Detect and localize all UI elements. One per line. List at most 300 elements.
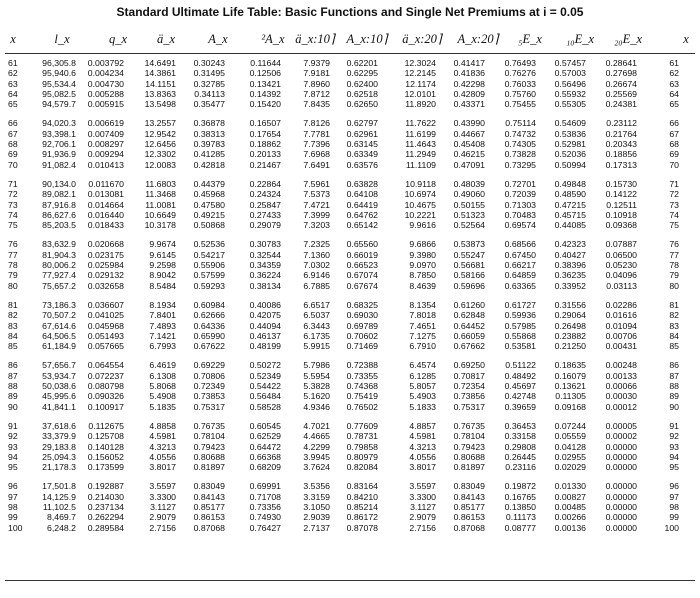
cell-age-right: 91 — [669, 420, 679, 431]
cell-ax-10-due: 5.9915 — [303, 341, 330, 352]
cell-10Ex: 0.36235 — [554, 270, 586, 281]
cell-age: 82 — [8, 310, 18, 321]
cell-ax-10-due: 7.6968 — [303, 149, 330, 160]
cell-5Ex: 0.08777 — [504, 522, 536, 533]
cell-age-right: 63 — [669, 78, 679, 89]
table-row — [0, 481, 700, 491]
cell-20Ex: 0.27698 — [605, 68, 637, 79]
cell-Ax-10: 0.62961 — [346, 128, 378, 139]
cell-lx: 67,614.6 — [42, 320, 76, 331]
cell-Ax: 0.64336 — [193, 320, 225, 331]
cell-10Ex: 0.00266 — [554, 512, 586, 523]
cell-Ax-10: 0.80979 — [346, 451, 378, 462]
cell-age-right: 77 — [669, 249, 679, 260]
cell-Ax-20: 0.59696 — [453, 280, 485, 291]
cell-Ax-10: 0.66019 — [346, 249, 378, 260]
cell-lx: 61,184.9 — [42, 341, 76, 352]
cell-age-right: 73 — [669, 199, 679, 210]
cell-ax-due: 13.2557 — [144, 118, 176, 129]
cell-10Ex: 0.21250 — [554, 341, 586, 352]
cell-lx: 33,379.9 — [42, 431, 76, 442]
cell-Ax: 0.32785 — [193, 78, 225, 89]
cell-20Ex: 0.00000 — [605, 462, 637, 473]
cell-5Ex: 0.42748 — [504, 391, 536, 402]
cell-ax-20-due: 5.1833 — [409, 401, 436, 412]
cell-age-right: 87 — [669, 370, 679, 381]
table-row — [0, 321, 700, 331]
cell-ax-10-due: 7.7781 — [303, 128, 330, 139]
cell-2Ax: 0.21467 — [249, 159, 281, 170]
cell-5Ex: 0.67450 — [504, 249, 536, 260]
cell-5Ex: 0.13850 — [504, 501, 536, 512]
cell-Ax: 0.59293 — [193, 280, 225, 291]
table-row — [0, 118, 700, 128]
cell-2Ax: 0.12506 — [249, 68, 281, 79]
row-group — [0, 360, 700, 411]
table-row — [0, 512, 700, 522]
cell-5Ex: 0.73295 — [504, 159, 536, 170]
cell-2Ax: 0.60545 — [249, 420, 281, 431]
cell-age: 87 — [8, 370, 18, 381]
cell-ax-10-due: 5.5954 — [303, 370, 330, 381]
cell-2Ax: 0.56484 — [249, 391, 281, 402]
cell-10Ex: 0.13621 — [554, 381, 586, 392]
cell-age-right: 83 — [669, 320, 679, 331]
cell-qx: 0.013081 — [87, 189, 124, 200]
cell-Ax-10: 0.64419 — [346, 199, 378, 210]
cell-20Ex: 0.26674 — [605, 78, 637, 89]
cell-10Ex: 0.29064 — [554, 310, 586, 321]
cell-age-right: 76 — [669, 239, 679, 250]
cell-ax-due: 9.9674 — [149, 239, 176, 250]
cell-age: 61 — [8, 58, 18, 68]
cell-lx: 95,082.5 — [42, 88, 76, 99]
cell-Ax-20: 0.81897 — [453, 462, 485, 473]
cell-ax-20-due: 7.1275 — [409, 330, 436, 341]
column-header-ax-due: ä_x — [156, 32, 176, 46]
cell-Ax: 0.78104 — [193, 431, 225, 442]
cell-lx: 86,627.6 — [42, 209, 76, 220]
cell-age: 85 — [8, 341, 18, 352]
cell-ax-due: 11.0081 — [145, 199, 176, 210]
cell-age: 62 — [8, 68, 18, 79]
cell-5Ex: 0.29808 — [504, 441, 536, 452]
cell-age: 88 — [8, 381, 18, 392]
table-row — [0, 421, 700, 431]
cell-ax-20-due: 9.3980 — [409, 249, 436, 260]
cell-Ax: 0.79423 — [193, 441, 225, 452]
cell-age: 80 — [8, 280, 18, 291]
cell-10Ex: 0.52036 — [554, 149, 586, 160]
cell-20Ex: 0.14122 — [605, 189, 637, 200]
cell-Ax-10: 0.66523 — [346, 260, 378, 271]
cell-5Ex: 0.51122 — [505, 360, 536, 371]
column-header-qx: q_x — [108, 32, 128, 46]
cell-10Ex: 0.47215 — [554, 199, 586, 210]
cell-ax-20-due: 4.8857 — [409, 420, 436, 431]
cell-ax-20-due: 3.8017 — [409, 462, 436, 473]
cell-ax-due: 5.1835 — [149, 401, 176, 412]
cell-ax-due: 4.8858 — [149, 420, 176, 431]
cell-ax-20-due: 2.9079 — [409, 512, 436, 523]
cell-5Ex: 0.39659 — [504, 401, 536, 412]
cell-Ax: 0.41285 — [193, 149, 225, 160]
cell-20Ex: 0.00000 — [605, 441, 637, 452]
cell-age: 70 — [8, 159, 18, 170]
column-header-10Ex: ₁₀E_x — [565, 32, 595, 46]
cell-20Ex: 0.00000 — [605, 512, 637, 523]
cell-Ax: 0.85177 — [193, 501, 225, 512]
cell-ax-10-due: 7.0302 — [303, 260, 330, 271]
cell-20Ex: 0.03113 — [606, 280, 637, 291]
cell-ax-20-due: 10.2221 — [404, 209, 436, 220]
cell-10Ex: 0.52981 — [554, 139, 586, 150]
row-group — [0, 58, 700, 109]
cell-age-right: 75 — [669, 220, 679, 231]
cell-age-right: 69 — [669, 149, 679, 160]
cell-qx: 0.011670 — [88, 178, 124, 189]
cell-age-right: 96 — [669, 481, 679, 492]
life-table — [0, 58, 700, 542]
cell-age: 86 — [8, 360, 18, 371]
cell-ax-10-due: 7.3999 — [303, 209, 330, 220]
cell-Ax: 0.70806 — [193, 370, 225, 381]
cell-Ax-10: 0.68325 — [346, 299, 378, 310]
cell-Ax-10: 0.62650 — [346, 99, 378, 110]
cell-ax-due: 12.6456 — [144, 139, 176, 150]
cell-20Ex: 0.00000 — [605, 491, 637, 502]
cell-lx: 94,020.3 — [42, 118, 76, 129]
cell-lx: 45,995.6 — [42, 391, 76, 402]
cell-age-right: 93 — [669, 441, 679, 452]
cell-age: 66 — [8, 118, 18, 129]
cell-5Ex: 0.26445 — [504, 451, 536, 462]
cell-20Ex: 0.05230 — [605, 260, 637, 271]
cell-qx: 0.051493 — [87, 330, 124, 341]
cell-ax-due: 6.1308 — [149, 370, 176, 381]
cell-lx: 75,657.2 — [42, 280, 76, 291]
cell-10Ex: 0.00136 — [554, 522, 586, 533]
cell-ax-20-due: 9.0970 — [409, 260, 436, 271]
cell-10Ex: 0.33952 — [554, 280, 586, 291]
cell-age-right: 99 — [669, 512, 679, 523]
cell-ax-10-due: 6.6517 — [303, 299, 330, 310]
cell-ax-due: 8.9042 — [149, 270, 176, 281]
cell-age-right: 62 — [669, 68, 679, 79]
cell-Ax-20: 0.47091 — [453, 159, 485, 170]
cell-ax-due: 7.4893 — [149, 320, 176, 331]
cell-20Ex: 0.09368 — [605, 220, 637, 231]
cell-qx: 0.008297 — [87, 139, 124, 150]
cell-age: 76 — [8, 239, 18, 250]
cell-2Ax: 0.27433 — [249, 209, 281, 220]
cell-2Ax: 0.38134 — [249, 280, 281, 291]
cell-Ax-20: 0.52564 — [453, 220, 485, 231]
cell-2Ax: 0.30783 — [249, 239, 281, 250]
cell-qx: 0.036607 — [87, 299, 124, 310]
cell-ax-10-due: 6.1735 — [303, 330, 330, 341]
cell-5Ex: 0.48492 — [504, 370, 536, 381]
cell-20Ex: 0.00000 — [605, 522, 637, 533]
cell-20Ex: 0.00012 — [605, 401, 637, 412]
cell-Ax: 0.44379 — [193, 178, 225, 189]
cell-Ax: 0.80688 — [193, 451, 225, 462]
table-row — [0, 452, 700, 462]
cell-qx: 0.125708 — [87, 431, 124, 442]
cell-lx: 83,632.9 — [42, 239, 76, 250]
cell-Ax: 0.42818 — [193, 159, 225, 170]
cell-Ax: 0.84143 — [193, 491, 225, 502]
table-row — [0, 381, 700, 391]
cell-lx: 11,102.5 — [42, 501, 76, 512]
cell-ax-due: 13.5498 — [144, 99, 176, 110]
cell-ax-due: 2.9079 — [149, 512, 176, 523]
table-row — [0, 523, 700, 533]
cell-5Ex: 0.76493 — [504, 58, 536, 68]
cell-ax-due: 14.3861 — [144, 68, 176, 79]
cell-Ax: 0.87068 — [193, 522, 225, 533]
cell-qx: 0.064554 — [87, 360, 124, 371]
cell-Ax-10: 0.65142 — [346, 220, 378, 231]
cell-20Ex: 0.00030 — [605, 391, 637, 402]
cell-qx: 0.020668 — [87, 239, 124, 250]
cell-10Ex: 0.18635 — [554, 360, 586, 371]
row-group — [0, 300, 700, 351]
cell-ax-due: 4.0556 — [149, 451, 176, 462]
cell-lx: 89,082.1 — [42, 189, 76, 200]
cell-ax-20-due: 8.1354 — [409, 299, 436, 310]
cell-5Ex: 0.75760 — [504, 88, 536, 99]
cell-20Ex: 0.00066 — [605, 381, 637, 392]
cell-Ax-10: 0.82084 — [346, 462, 378, 473]
cell-5Ex: 0.23116 — [505, 462, 536, 473]
cell-Ax: 0.60984 — [193, 299, 225, 310]
table-row — [0, 68, 700, 78]
header-divider — [5, 53, 695, 54]
cell-qx: 0.140128 — [87, 441, 124, 452]
table-bottom-divider — [5, 580, 695, 581]
cell-lx: 37,618.6 — [42, 420, 76, 431]
table-header-row — [0, 25, 700, 53]
cell-ax-10-due: 6.5037 — [303, 310, 330, 321]
cell-ax-due: 5.8068 — [149, 381, 176, 392]
cell-20Ex: 0.25569 — [605, 88, 637, 99]
cell-5Ex: 0.64859 — [504, 270, 536, 281]
cell-ax-20-due: 11.6199 — [405, 128, 436, 139]
row-group — [0, 421, 700, 472]
cell-ax-10-due: 5.3828 — [303, 381, 330, 392]
cell-ax-10-due: 2.9039 — [303, 512, 330, 523]
cell-age: 94 — [8, 451, 18, 462]
cell-5Ex: 0.74732 — [504, 128, 536, 139]
table-row — [0, 58, 700, 68]
cell-2Ax: 0.69991 — [249, 481, 281, 492]
cell-Ax-10: 0.64108 — [346, 189, 378, 200]
cell-5Ex: 0.59936 — [504, 310, 536, 321]
cell-ax-10-due: 7.5373 — [303, 189, 330, 200]
cell-Ax: 0.50868 — [193, 220, 225, 231]
cell-ax-20-due: 12.3024 — [404, 58, 436, 68]
cell-Ax-10: 0.85214 — [346, 501, 378, 512]
cell-Ax-10: 0.62400 — [346, 78, 378, 89]
cell-10Ex: 0.26498 — [554, 320, 586, 331]
cell-age-right: 100 — [664, 522, 679, 533]
row-group — [0, 481, 700, 532]
cell-age: 83 — [8, 320, 18, 331]
cell-10Ex: 0.09168 — [554, 401, 586, 412]
cell-20Ex: 0.00005 — [605, 420, 637, 431]
cell-Ax: 0.72349 — [193, 381, 225, 392]
table-row — [0, 300, 700, 310]
table-row — [0, 310, 700, 320]
cell-ax-due: 6.7993 — [149, 341, 176, 352]
cell-lx: 87,916.8 — [42, 199, 76, 210]
cell-Ax: 0.30243 — [193, 58, 225, 68]
cell-lx: 80,006.2 — [42, 260, 76, 271]
cell-20Ex: 0.00000 — [605, 451, 637, 462]
cell-Ax-20: 0.51323 — [453, 209, 485, 220]
cell-5Ex: 0.66217 — [504, 260, 536, 271]
cell-Ax-20: 0.48039 — [453, 178, 485, 189]
cell-2Ax: 0.17654 — [249, 128, 281, 139]
cell-lx: 17,501.8 — [42, 481, 76, 492]
row-group — [0, 239, 700, 290]
cell-ax-20-due: 12.1174 — [405, 78, 436, 89]
cell-5Ex: 0.72039 — [504, 189, 536, 200]
cell-Ax-20: 0.72354 — [453, 381, 485, 392]
cell-Ax: 0.86153 — [193, 512, 225, 523]
cell-lx: 41,841.1 — [42, 401, 76, 412]
cell-ax-20-due: 10.4675 — [404, 199, 436, 210]
cell-age: 65 — [8, 99, 18, 110]
cell-10Ex: 0.40427 — [554, 249, 586, 260]
cell-Ax-10: 0.65560 — [346, 239, 378, 250]
cell-ax-10-due: 3.5356 — [303, 481, 330, 492]
cell-qx: 0.018433 — [87, 220, 124, 231]
cell-Ax-10: 0.83164 — [346, 481, 378, 492]
table-row — [0, 160, 700, 170]
cell-5Ex: 0.68566 — [504, 239, 536, 250]
cell-age: 99 — [8, 512, 18, 523]
cell-2Ax: 0.25847 — [249, 199, 281, 210]
cell-10Ex: 0.55305 — [554, 99, 586, 110]
cell-5Ex: 0.75455 — [504, 99, 536, 110]
column-header-ax-20-due: ä_x:20⌉ — [402, 32, 442, 46]
cell-10Ex: 0.31556 — [554, 299, 586, 310]
cell-ax-due: 11.6803 — [145, 178, 176, 189]
cell-ax-10-due: 2.7137 — [303, 522, 330, 533]
cell-lx: 70,507.2 — [42, 310, 76, 321]
cell-ax-due: 2.7156 — [149, 522, 176, 533]
cell-10Ex: 0.23882 — [554, 330, 586, 341]
cell-Ax: 0.55906 — [193, 260, 225, 271]
cell-5Ex: 0.36453 — [504, 420, 536, 431]
cell-ax-10-due: 3.7624 — [303, 462, 330, 473]
cell-2Ax: 0.15420 — [249, 99, 281, 110]
table-row — [0, 391, 700, 401]
cell-10Ex: 0.48590 — [554, 189, 586, 200]
cell-age: 93 — [8, 441, 18, 452]
cell-2Ax: 0.40086 — [249, 299, 281, 310]
cell-age-right: 86 — [669, 360, 679, 371]
page-title: Standard Ultimate Life Table: Basic Functions and Single Net Premiums at i = 0.05 — [116, 5, 584, 19]
cell-Ax-20: 0.84143 — [453, 491, 485, 502]
cell-2Ax: 0.36224 — [249, 270, 281, 281]
cell-age-right: 98 — [669, 501, 679, 512]
cell-2Ax: 0.29079 — [249, 220, 281, 231]
cell-Ax-10: 0.63828 — [346, 178, 378, 189]
table-row — [0, 341, 700, 351]
table-row — [0, 79, 700, 89]
cell-age-right: 82 — [669, 310, 679, 321]
cell-10Ex: 0.16079 — [554, 370, 586, 381]
cell-qx: 0.173599 — [87, 462, 124, 473]
cell-Ax-20: 0.62848 — [453, 310, 485, 321]
cell-Ax-20: 0.43371 — [453, 99, 485, 110]
cell-10Ex: 0.57003 — [554, 68, 586, 79]
cell-ax-due: 14.1151 — [145, 78, 176, 89]
cell-lx: 57,656.7 — [42, 360, 76, 371]
cell-10Ex: 0.00485 — [554, 501, 586, 512]
cell-qx: 0.032658 — [87, 280, 124, 291]
cell-qx: 0.023175 — [87, 249, 124, 260]
cell-age-right: 94 — [669, 451, 679, 462]
cell-20Ex: 0.00002 — [605, 431, 637, 442]
cell-Ax-10: 0.72388 — [346, 360, 378, 371]
cell-ax-20-due: 11.4643 — [405, 139, 436, 150]
cell-Ax-20: 0.45408 — [453, 139, 485, 150]
cell-Ax-10: 0.62797 — [346, 118, 378, 129]
row-group — [0, 118, 700, 169]
cell-age: 78 — [8, 260, 18, 271]
cell-Ax-10: 0.75419 — [346, 391, 378, 402]
cell-ax-20-due: 12.0101 — [404, 88, 436, 99]
table-row — [0, 281, 700, 291]
cell-Ax-20: 0.50155 — [453, 199, 485, 210]
cell-Ax: 0.54217 — [193, 249, 225, 260]
cell-2Ax: 0.42075 — [249, 310, 281, 321]
table-row — [0, 239, 700, 249]
cell-5Ex: 0.19872 — [504, 481, 536, 492]
cell-Ax-20: 0.46215 — [453, 149, 485, 160]
cell-Ax: 0.36878 — [193, 118, 225, 129]
cell-lx: 96,305.8 — [42, 58, 76, 68]
cell-age: 89 — [8, 391, 18, 402]
cell-age-right: 78 — [669, 260, 679, 271]
cell-ax-20-due: 5.8057 — [409, 381, 436, 392]
cell-ax-due: 13.8363 — [144, 88, 176, 99]
cell-5Ex: 0.75114 — [505, 118, 536, 129]
table-row — [0, 442, 700, 452]
cell-ax-10-due: 7.8435 — [303, 99, 330, 110]
cell-Ax: 0.62666 — [193, 310, 225, 321]
cell-Ax-10: 0.84210 — [346, 491, 378, 502]
table-row — [0, 99, 700, 109]
cell-Ax-20: 0.53873 — [453, 239, 485, 250]
cell-10Ex: 0.38396 — [554, 260, 586, 271]
cell-2Ax: 0.52349 — [249, 370, 281, 381]
cell-2Ax: 0.73356 — [249, 501, 281, 512]
table-row — [0, 331, 700, 341]
cell-qx: 0.005915 — [87, 99, 124, 110]
cell-lx: 64,506.5 — [42, 330, 76, 341]
cell-ax-10-due: 7.1360 — [303, 249, 330, 260]
column-header-Ax: A_x — [208, 32, 228, 46]
cell-age-right: 80 — [669, 280, 679, 291]
cell-10Ex: 0.04128 — [554, 441, 586, 452]
cell-ax-10-due: 6.7885 — [303, 280, 330, 291]
cell-age: 73 — [8, 199, 18, 210]
